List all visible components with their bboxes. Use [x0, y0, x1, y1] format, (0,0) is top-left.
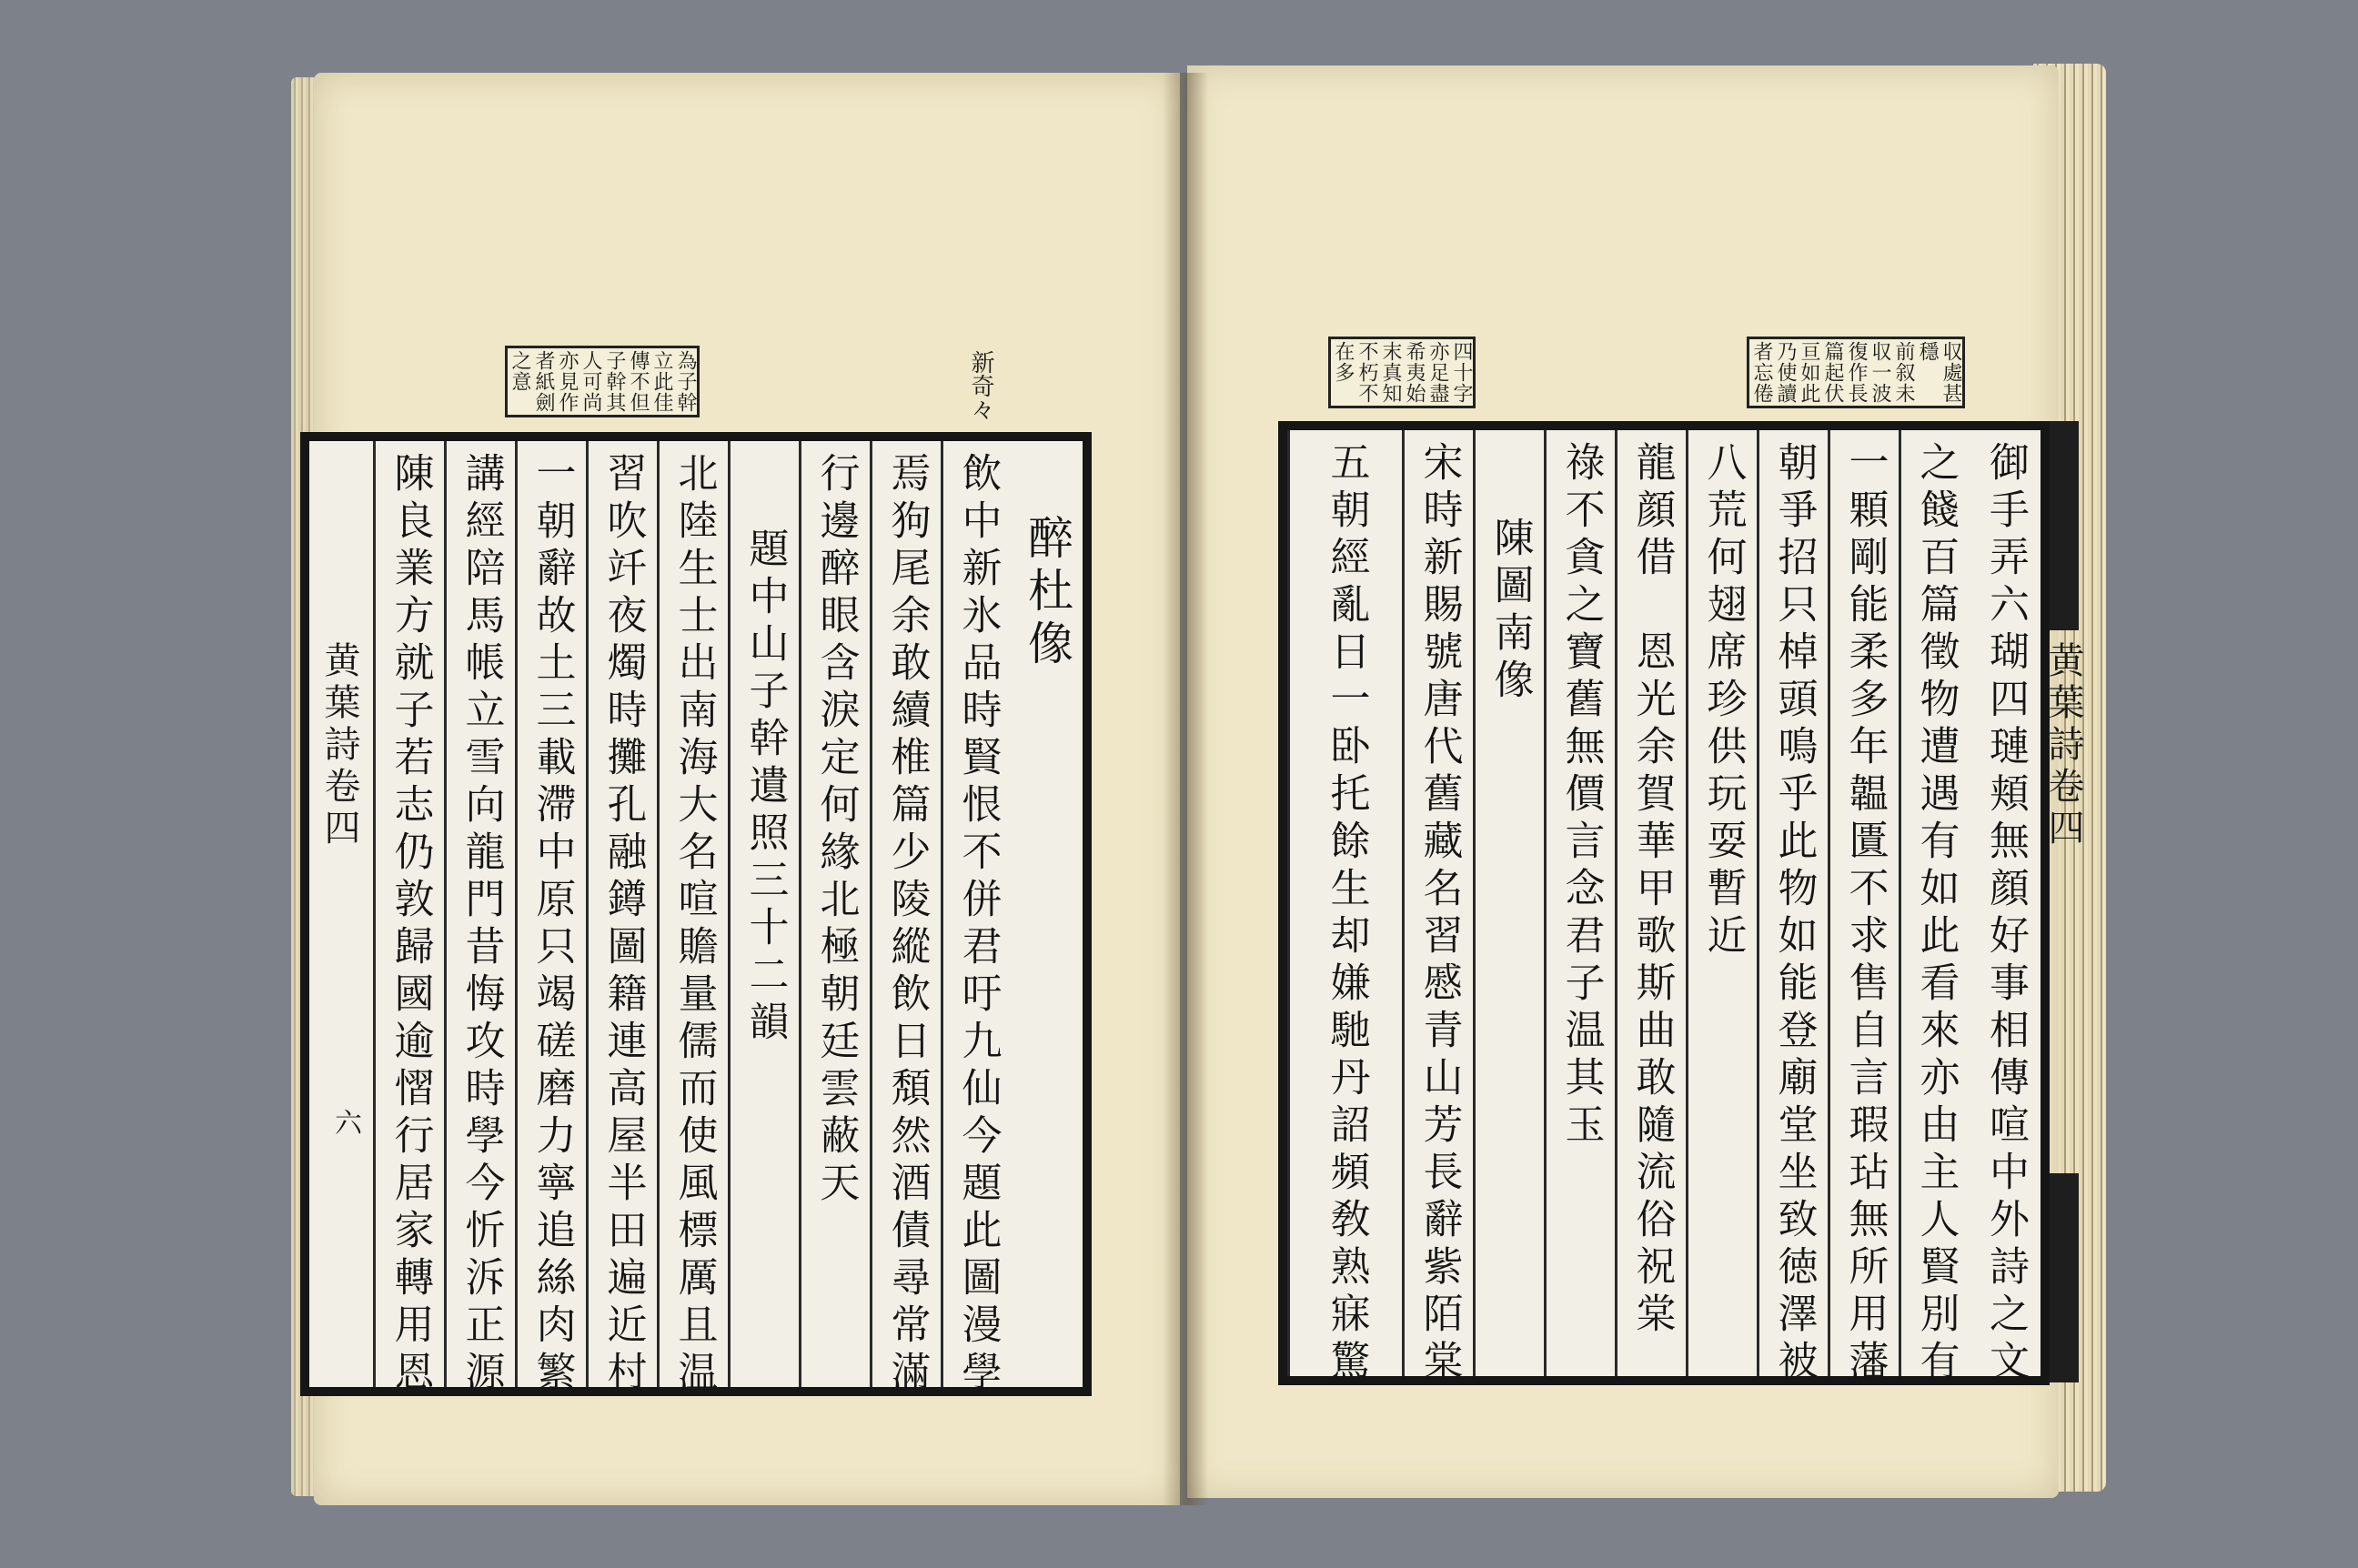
headnote-line: 収一波 — [1869, 341, 1891, 404]
poem-line: 北陸生士出南海大名喧贍量儒而使風標厲且温 — [670, 452, 718, 1398]
poem-line: 五朝經亂日一卧托餘生却嫌馳丹詔頻敎熟寐驚 — [1323, 441, 1370, 1387]
headnote-line: 復作長 — [1845, 341, 1868, 404]
text-column — [657, 441, 728, 1398]
headnote-line: 者忘倦 — [1750, 341, 1773, 404]
text-column — [799, 441, 870, 1387]
text-column — [1402, 430, 1473, 1387]
book-gutter — [1163, 73, 1208, 1505]
text-column — [1473, 430, 1544, 1376]
text-column — [444, 441, 515, 1398]
headnote-line: 前叙未 — [1892, 341, 1915, 404]
right-margin-title: 黄葉詩卷四 — [2042, 641, 2084, 850]
text-column — [515, 441, 586, 1398]
headnote-line: 之意 — [509, 350, 531, 392]
poem-line: 飲中新氷品時賢恨不併君吁九仙今題此圖漫學 — [954, 452, 1002, 1398]
poem-line: 之餞百篇徵物遭遇有如此看來亦由主人賢別有 — [1912, 441, 1960, 1387]
headnote-line: 穩 — [1916, 341, 1939, 362]
poem-line: 朝爭招只棹頭鳴乎此物如能登廟堂坐致徳澤被 — [1770, 441, 1818, 1387]
poem-title: 題中山子幹遺照三十二韻 — [741, 528, 789, 1048]
headnote-line: 篇起伏 — [1821, 341, 1844, 404]
poem-line: 焉狗尾余敢續椎篇少陵縱飲日頽然酒債尋常滿 — [883, 452, 931, 1398]
text-column — [1828, 430, 1899, 1387]
poem-title: 醉杜像 — [1021, 514, 1073, 672]
left-margin-title: 黄葉詩卷四 — [318, 641, 360, 850]
poem-line: 龍顔借 恩光余賀華甲歌斯曲敢隨流俗祝棠 — [1628, 441, 1676, 1340]
poem-line: 行邊醉眼含淚定何緣北極朝廷雲蔽天 — [812, 452, 860, 1209]
headnote-line: 人可尚 — [579, 350, 602, 413]
poem-line: 祿不貪之寶舊無價言念君子温其玉 — [1557, 441, 1605, 1151]
text-column — [373, 441, 444, 1398]
text-column — [1287, 430, 1402, 1387]
text-column — [1544, 430, 1615, 1376]
headnote-line: 傳不但 — [627, 350, 650, 413]
headnote-line: 亘如此 — [1798, 341, 1820, 404]
right-headnote-b — [1747, 337, 1965, 408]
text-column — [1970, 430, 2041, 1387]
headnote-line: 亦見作 — [556, 350, 579, 413]
right-headnote-a — [1328, 337, 1476, 408]
poem-line: 御手弄六瑚四璉頬無顔好事相傳喧中外詩之文 — [1982, 441, 2029, 1387]
left-side-mark: 新奇々 — [967, 350, 994, 421]
poem-line: 陳良業方就子若志仍敦歸國逾慴行居家轉用恩 — [387, 452, 434, 1398]
folio-number: 六 — [335, 1108, 362, 1140]
headnote-line: 収處甚 — [1940, 341, 1962, 404]
poem-line: 一朝辭故土三載滯中原只竭磋磨力寧追絲肉繁 — [529, 452, 576, 1398]
headnote-line: 四十字 — [1450, 341, 1473, 404]
text-column — [1686, 430, 1757, 1376]
headnote-line: 亦足盡 — [1426, 341, 1449, 404]
poem-line: 習吹竏夜燭時攤孔融鐏圖籍連高屋半田遍近村 — [600, 452, 647, 1398]
text-column — [728, 441, 799, 1387]
poem-line: 一顆剛能柔多年韞匱不求售自言瑕玷無所用藩 — [1841, 441, 1889, 1387]
text-column — [1899, 430, 1970, 1387]
headnote-line: 在多 — [1332, 341, 1355, 383]
headnote-line: 子幹其 — [603, 350, 626, 413]
left-headnote — [505, 346, 700, 417]
text-column — [586, 441, 657, 1398]
text-column — [1012, 441, 1083, 1387]
left-text-frame — [300, 432, 1092, 1396]
poem-title: 陳圖南像 — [1486, 517, 1534, 706]
right-text-frame — [1278, 421, 2050, 1385]
headnote-line: 希夷始 — [1403, 341, 1426, 404]
headnote-line: 為子幹 — [674, 350, 697, 413]
headnote-line: 者紙劍 — [532, 350, 555, 413]
poem-line: 講經陪馬帳立雪向龍門昔悔攻時學今忻泝正源 — [458, 452, 505, 1398]
headnote-line: 末真知 — [1379, 341, 1402, 404]
headnote-line: 立此佳 — [650, 350, 673, 413]
text-column — [870, 441, 941, 1398]
text-column — [1615, 430, 1686, 1376]
headnote-line: 乃使讀 — [1774, 341, 1797, 404]
poem-line: 八荒何翅席珍供玩耍暫近 — [1699, 441, 1747, 961]
text-column — [941, 441, 1012, 1398]
poem-line: 宋時新賜號唐代舊藏名習慼青山芳長辭紫陌棠 — [1416, 441, 1463, 1387]
text-column — [1757, 430, 1828, 1387]
headnote-line: 不朽不 — [1355, 341, 1378, 404]
